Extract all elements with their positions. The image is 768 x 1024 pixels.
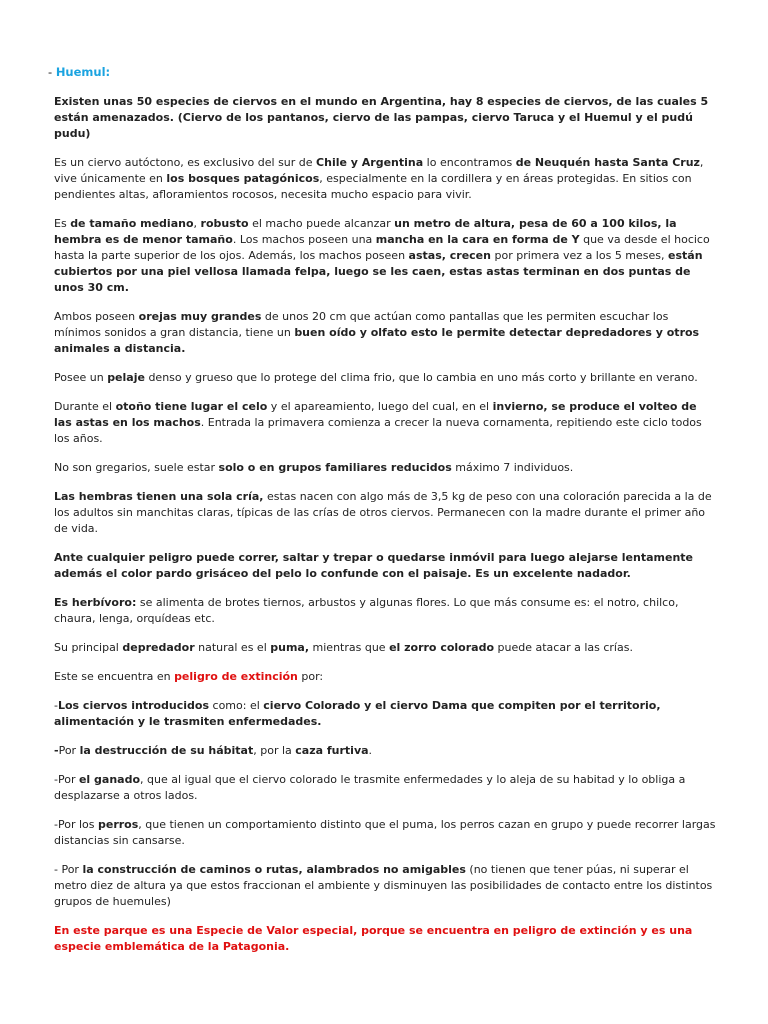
bold-text: de tamaño mediano <box>70 217 194 230</box>
text-run: -Por <box>54 773 79 786</box>
text-run: se alimenta de brotes tiernos, arbustos y algunas flores. Lo que más consume es: el notro, chilco, chaura, lenga, orquídeas etc. <box>54 596 679 625</box>
text-run: , especialmente en la cordillera y en áreas protegidas. En sitios con pendientes altas, afloramientos rocosos, necesita mucho espacio para vivir. <box>54 172 692 201</box>
text-run: - Por <box>54 863 83 876</box>
bold-text: los bosques patagónicos <box>166 172 320 185</box>
text-run: y el apareamiento, luego del cual, en el <box>267 400 493 413</box>
paragraph <box>54 550 718 582</box>
document-body <box>54 94 718 955</box>
text-run: -Por los <box>54 818 98 831</box>
bold-text: perros <box>97 818 139 831</box>
text-run: En este parque es una Especie de Valor especial, porque se encuentra en peligro de extinción y es una especie emblemática de la Patagonia. <box>54 924 693 953</box>
bold-text: Ante cualquier peligro puede correr, saltar y trepar o quedarse inmóvil para luego alejarse lentamente además el color pardo grisáceo del pelo lo confunde con el paisaje. Es un excelente nadador. <box>54 551 693 580</box>
text-run: por: <box>297 670 324 683</box>
bold-text: de Neuquén hasta Santa Cruz <box>515 156 700 169</box>
text-run: lo encontramos <box>423 156 516 169</box>
text-run: como: el <box>209 699 264 712</box>
bold-text: otoño tiene lugar el celo <box>115 400 268 413</box>
text-run: - <box>54 699 58 712</box>
text-run: Existen unas 50 especies de ciervos en el mundo en Argentina, hay 8 especies de ciervos, de las cuales 5 están amenazados. (Ciervo de los pantanos, ciervo de las pampas, ciervo Taruca y el Huemul y el pudú pudu) <box>54 95 709 140</box>
bold-text: Es herbívoro: <box>54 596 137 609</box>
paragraph <box>54 155 718 203</box>
text-run: el macho puede alcanzar <box>248 217 395 230</box>
text-run: , vive únicamente en <box>54 156 704 185</box>
paragraph <box>54 862 718 910</box>
text-run: No son gregarios, suele estar <box>54 461 219 474</box>
paragraph <box>54 489 718 537</box>
bold-text: están cubiertos por una piel vellosa llamada felpa, luego se les caen, estas astas terminan en dos puntas de unos 30 cm. <box>54 249 703 294</box>
text-run: Es <box>54 217 71 230</box>
paragraph <box>54 309 718 357</box>
text-run: mientras que <box>309 641 390 654</box>
bold-text: buen oído y olfato esto le permite detectar depredadores y otros animales a distancia. <box>54 326 700 355</box>
bold-text: ciervo Colorado y el ciervo Dama que compiten por el territorio, alimentación y le trasmiten enfermedades. <box>54 699 661 728</box>
bold-text: Chile y Argentina <box>316 156 424 169</box>
text-run: Es un ciervo autóctono, es exclusivo del sur de <box>54 156 317 169</box>
text-run: máximo 7 individuos. <box>451 461 574 474</box>
text-run: estas nacen con algo más de 3,5 kg de peso con una coloración parecida a la de los adultos sin manchitas claras, típicas de las crías de otros ciervos. Permanecen con la madre durante el primer año de vida. <box>54 490 712 535</box>
bold-text: pelaje <box>107 371 145 384</box>
text-run: . <box>368 744 373 757</box>
bold-text: invierno, se produce el volteo de las astas en los machos <box>54 400 697 429</box>
text-run: natural es el <box>194 641 271 654</box>
text-run: Ambos poseen <box>54 310 139 323</box>
bold-text: la construcción de caminos o rutas, alambrados no amigables <box>82 863 466 876</box>
paragraph <box>54 923 718 955</box>
text-run: . Los machos poseen una <box>232 233 376 246</box>
bold-text: el zorro colorado <box>389 641 495 654</box>
paragraph <box>54 817 718 849</box>
paragraph <box>54 460 718 476</box>
bold-text: la destrucción de su hábitat <box>79 744 254 757</box>
bold-text: un metro de altura, pesa de 60 a 100 kilos, la hembra es de menor tamaño <box>54 217 677 246</box>
text-run: Este se encuentra en <box>54 670 175 683</box>
paragraph <box>54 772 718 804</box>
paragraph <box>54 743 718 759</box>
paragraph <box>54 216 718 296</box>
text-run: denso y grueso que lo protege del clima frio, que lo cambia en uno más corto y brillante en verano. <box>144 371 698 384</box>
paragraph <box>54 669 718 685</box>
paragraph <box>54 595 718 627</box>
text-run: Posee un <box>54 371 108 384</box>
paragraph <box>54 94 718 142</box>
text-run: por primera vez a los 5 meses, <box>490 249 669 262</box>
text-run: (no tienen que tener púas, ni superar el metro diez de altura ya que estos fraccionan el ambiente y disminuyen las posibilidades de contacto entre los distintos grupos de huemules) <box>54 863 713 908</box>
bold-text: solo o en grupos familiares reducidos <box>218 461 452 474</box>
bold-text: caza furtiva <box>295 744 369 757</box>
text-run: Por <box>58 744 80 757</box>
bold-text: - <box>54 744 59 757</box>
bold-text: mancha en la cara en forma de Y <box>375 233 580 246</box>
text-run: puede atacar a las crías. <box>494 641 633 654</box>
bold-text: puma, <box>270 641 310 654</box>
text-run: Su principal <box>54 641 123 654</box>
paragraph <box>54 640 718 656</box>
bold-text: astas, crecen <box>408 249 491 262</box>
paragraph <box>54 698 718 730</box>
text-run: Durante el <box>54 400 116 413</box>
bold-text: peligro de extinción <box>174 670 298 683</box>
section-heading <box>48 64 718 80</box>
heading-dash: - <box>48 65 56 79</box>
bold-text: orejas muy grandes <box>138 310 262 323</box>
text-run: , por la <box>253 744 296 757</box>
text-run: , que al igual que el ciervo colorado le trasmite enfermedades y lo aleja de su habitad y lo obliga a desplazarse a otros lados. <box>54 773 686 802</box>
text-run: , que tienen un comportamiento distinto que el puma, los perros cazan en grupo y puede recorrer largas distancias sin cansarse. <box>54 818 716 847</box>
bold-text: Las hembras tienen una sola cría, <box>54 490 264 503</box>
text-run: de unos 20 cm que actúan como pantallas que les permiten escuchar los mínimos sonidos a gran distancia, tiene un <box>54 310 669 339</box>
heading-title: Huemul: <box>55 65 111 79</box>
bold-text: depredador <box>122 641 195 654</box>
text-run: , <box>193 217 201 230</box>
paragraph <box>54 370 718 386</box>
bold-text: robusto <box>200 217 249 230</box>
bold-text: el ganado <box>78 773 141 786</box>
text-run: . Entrada la primavera comienza a crecer la nueva cornamenta, repitiendo este ciclo todos los años. <box>54 416 702 445</box>
paragraph <box>54 399 718 447</box>
text-run: que va desde el hocico hasta la parte superior de los ojos. Además, los machos poseen <box>54 233 710 262</box>
bold-text: Los ciervos introducidos <box>57 699 210 712</box>
